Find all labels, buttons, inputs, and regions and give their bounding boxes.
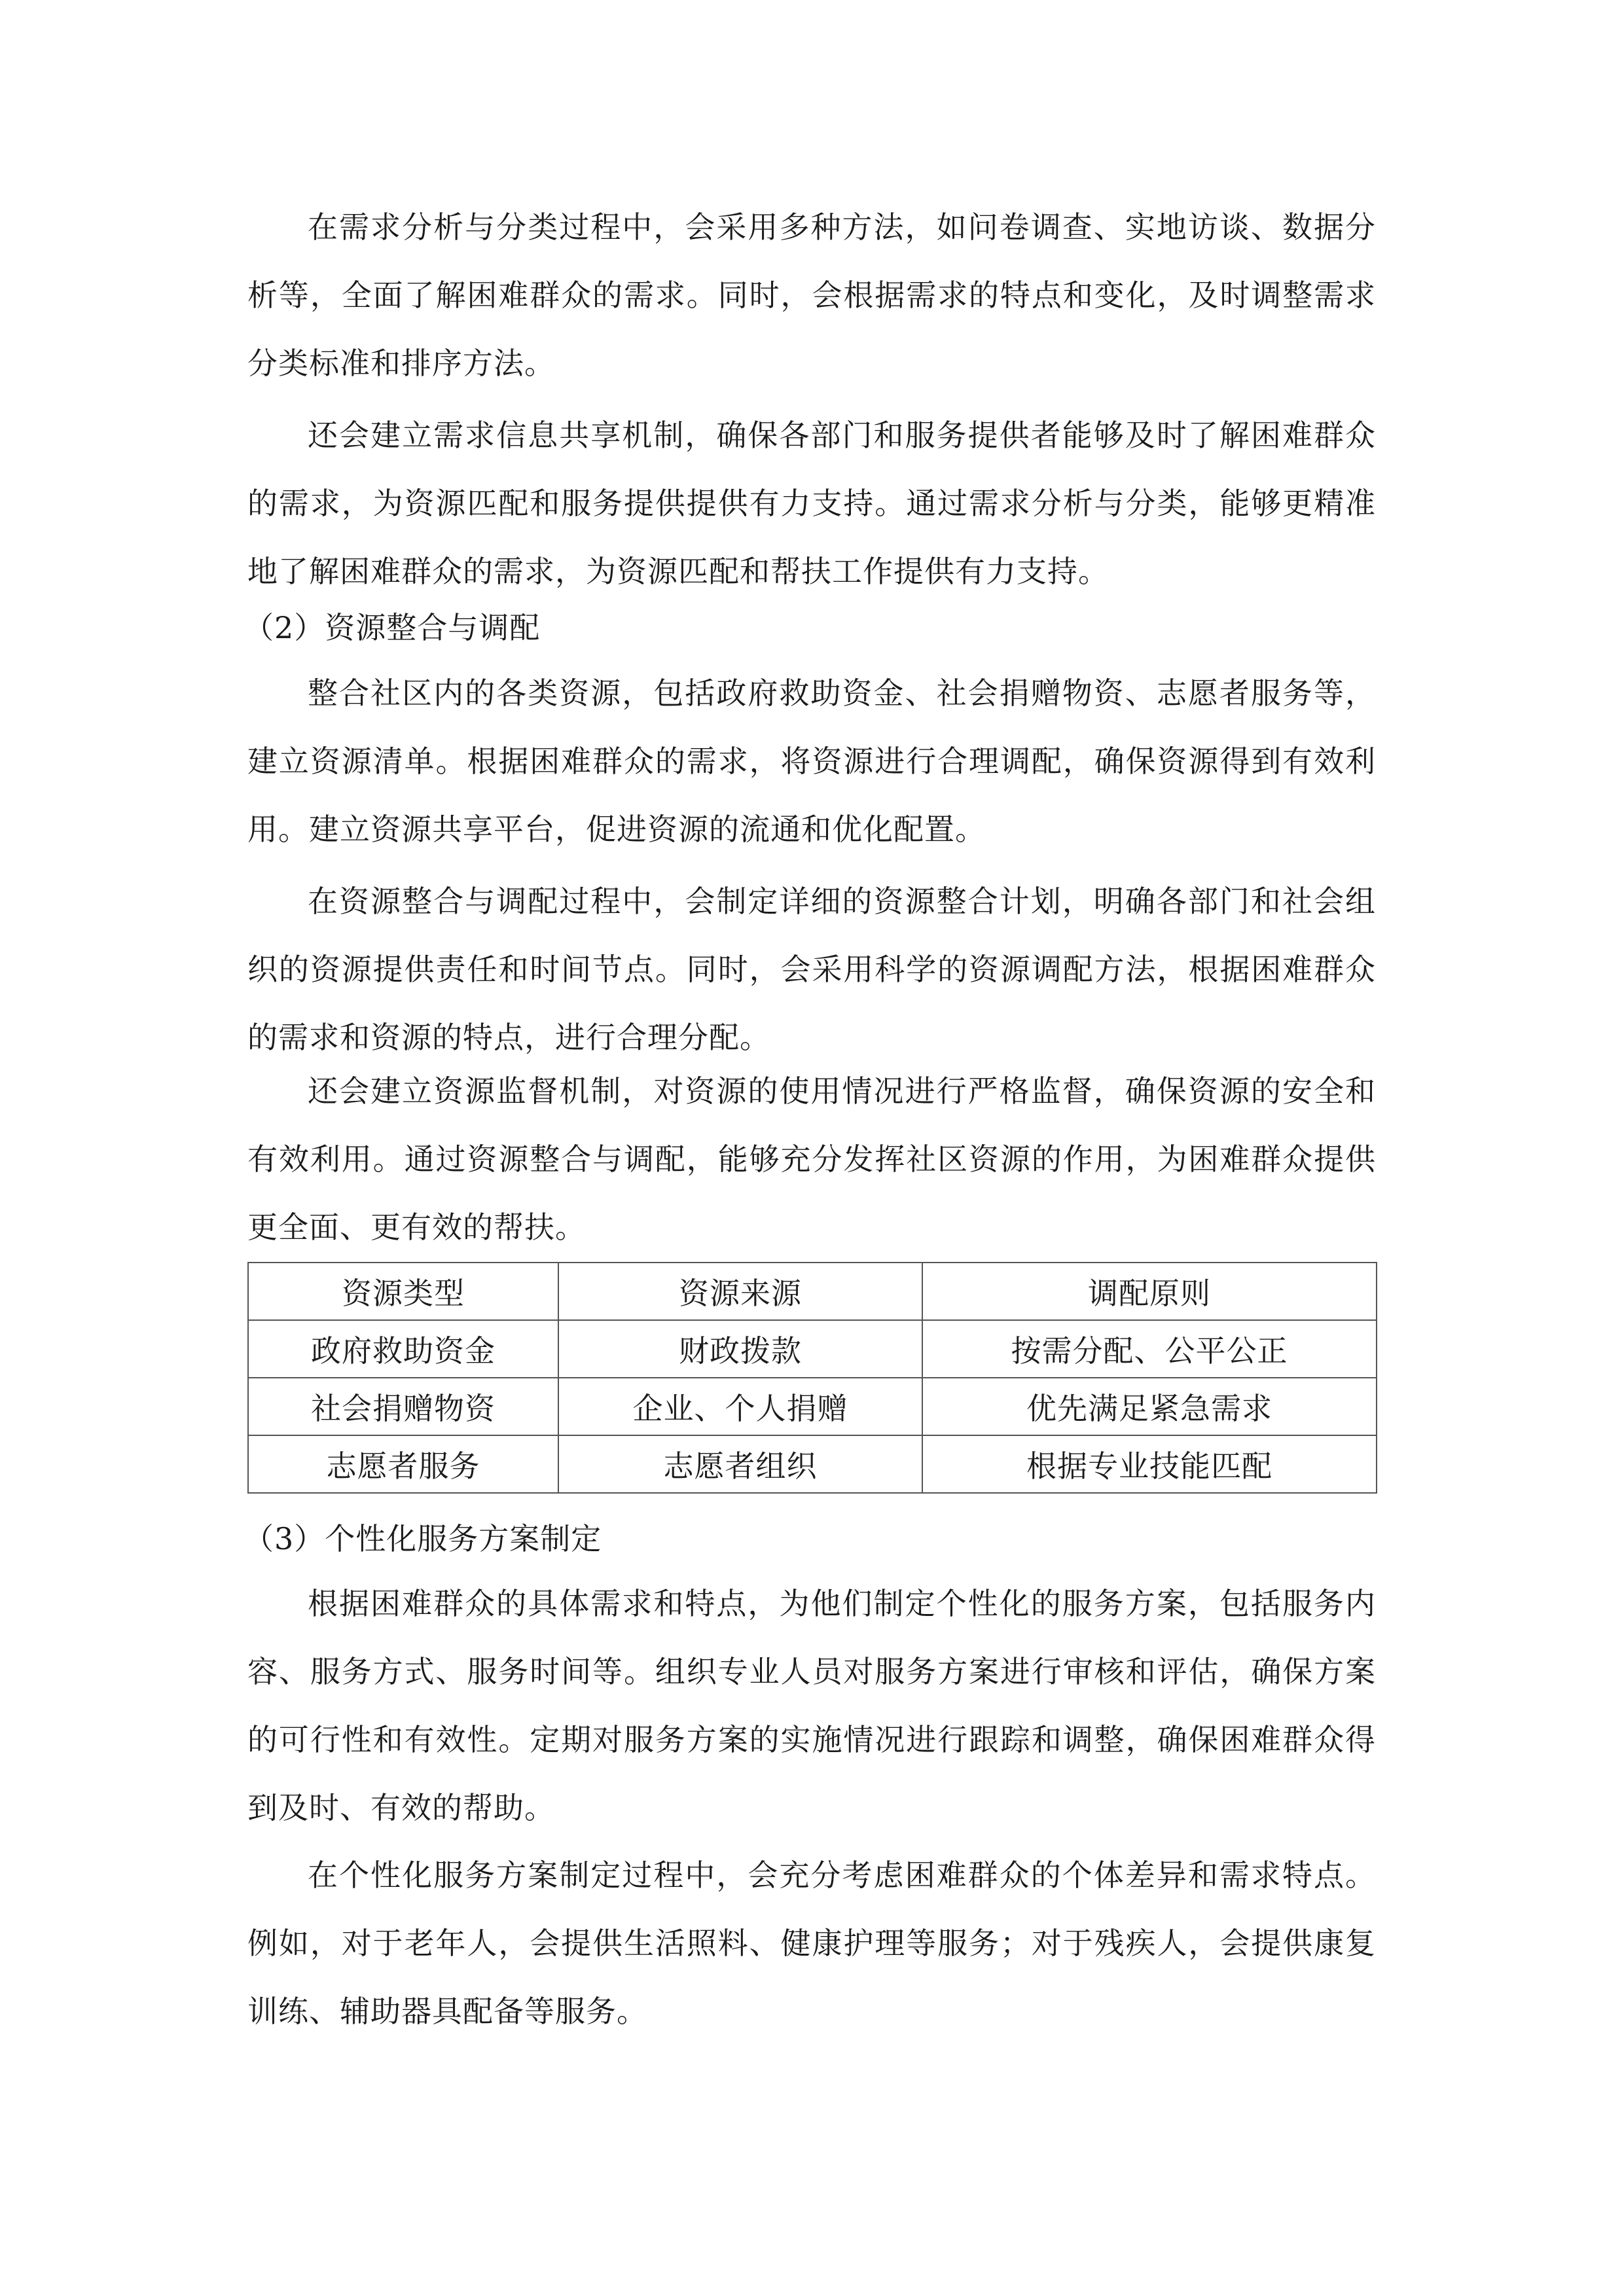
section-heading-personalized-service: （3）个性化服务方案制定: [244, 1521, 602, 1556]
table-cell: 按需分配、公平公正: [922, 1320, 1377, 1378]
table-cell: 志愿者服务: [248, 1435, 558, 1493]
table-cell: 政府救助资金: [248, 1320, 558, 1378]
paragraph-individual-differences: 在个性化服务方案制定过程中，会充分考虑困难群众的个体差异和需求特点。例如，对于老年人，会提供生活照料、健康护理等服务；对于残疾人，会提供康复训练、辅助器具配备等服务。: [247, 1857, 1376, 2029]
table-row: [248, 1320, 1377, 1378]
resource-table: [247, 1262, 1377, 1494]
table-cell: 社会捐赠物资: [248, 1378, 558, 1435]
table-cell: 优先满足紧急需求: [922, 1378, 1377, 1435]
paragraph-needs-info-sharing: 还会建立需求信息共享机制，确保各部门和服务提供者能够及时了解困难群众的需求，为资源匹配和服务提供提供有力支持。通过需求分析与分类，能够更精准地了解困难群众的需求，为资源匹配和帮扶工作提供有力支持。: [247, 418, 1376, 589]
table-cell: 志愿者组织: [558, 1435, 922, 1493]
paragraph-needs-analysis-methods: 在需求分析与分类过程中，会采用多种方法，如问卷调查、实地访谈、数据分析等，全面了解困难群众的需求。同时，会根据需求的特点和变化，及时调整需求分类标准和排序方法。: [247, 209, 1376, 381]
table-row: [248, 1378, 1377, 1435]
table-cell: 企业、个人捐赠: [558, 1378, 922, 1435]
table-header-row: [248, 1263, 1377, 1320]
table-row: [248, 1435, 1377, 1493]
table-header-cell: 资源类型: [248, 1263, 558, 1320]
paragraph-resource-integration: 整合社区内的各类资源，包括政府救助资金、社会捐赠物资、志愿者服务等，建立资源清单。根据困难群众的需求，将资源进行合理调配，确保资源得到有效利用。建立资源共享平台，促进资源的流通和优化配置。: [247, 675, 1376, 847]
table-cell: 财政拨款: [558, 1320, 922, 1378]
table-header-cell: 调配原则: [922, 1263, 1377, 1320]
paragraph-resource-plan: 在资源整合与调配过程中，会制定详细的资源整合计划，明确各部门和社会组织的资源提供责任和时间节点。同时，会采用科学的资源调配方法，根据困难群众的需求和资源的特点，进行合理分配。: [247, 884, 1376, 1055]
paragraph-resource-supervision: 还会建立资源监督机制，对资源的使用情况进行严格监督，确保资源的安全和有效利用。通过资源整合与调配，能够充分发挥社区资源的作用，为困难群众提供更全面、更有效的帮扶。: [247, 1073, 1376, 1245]
section-heading-resource-integration: （2）资源整合与调配: [244, 610, 541, 645]
paragraph-personalized-service-plan: 根据困难群众的具体需求和特点，为他们制定个性化的服务方案，包括服务内容、服务方式、服务时间等。组织专业人员对服务方案进行审核和评估，确保方案的可行性和有效性。定期对服务方案的实施情况进行跟踪和调整，确保困难群众得到及时、有效的帮助。: [247, 1586, 1376, 1825]
table-header-cell: 资源来源: [558, 1263, 922, 1320]
table-cell: 根据专业技能匹配: [922, 1435, 1377, 1493]
